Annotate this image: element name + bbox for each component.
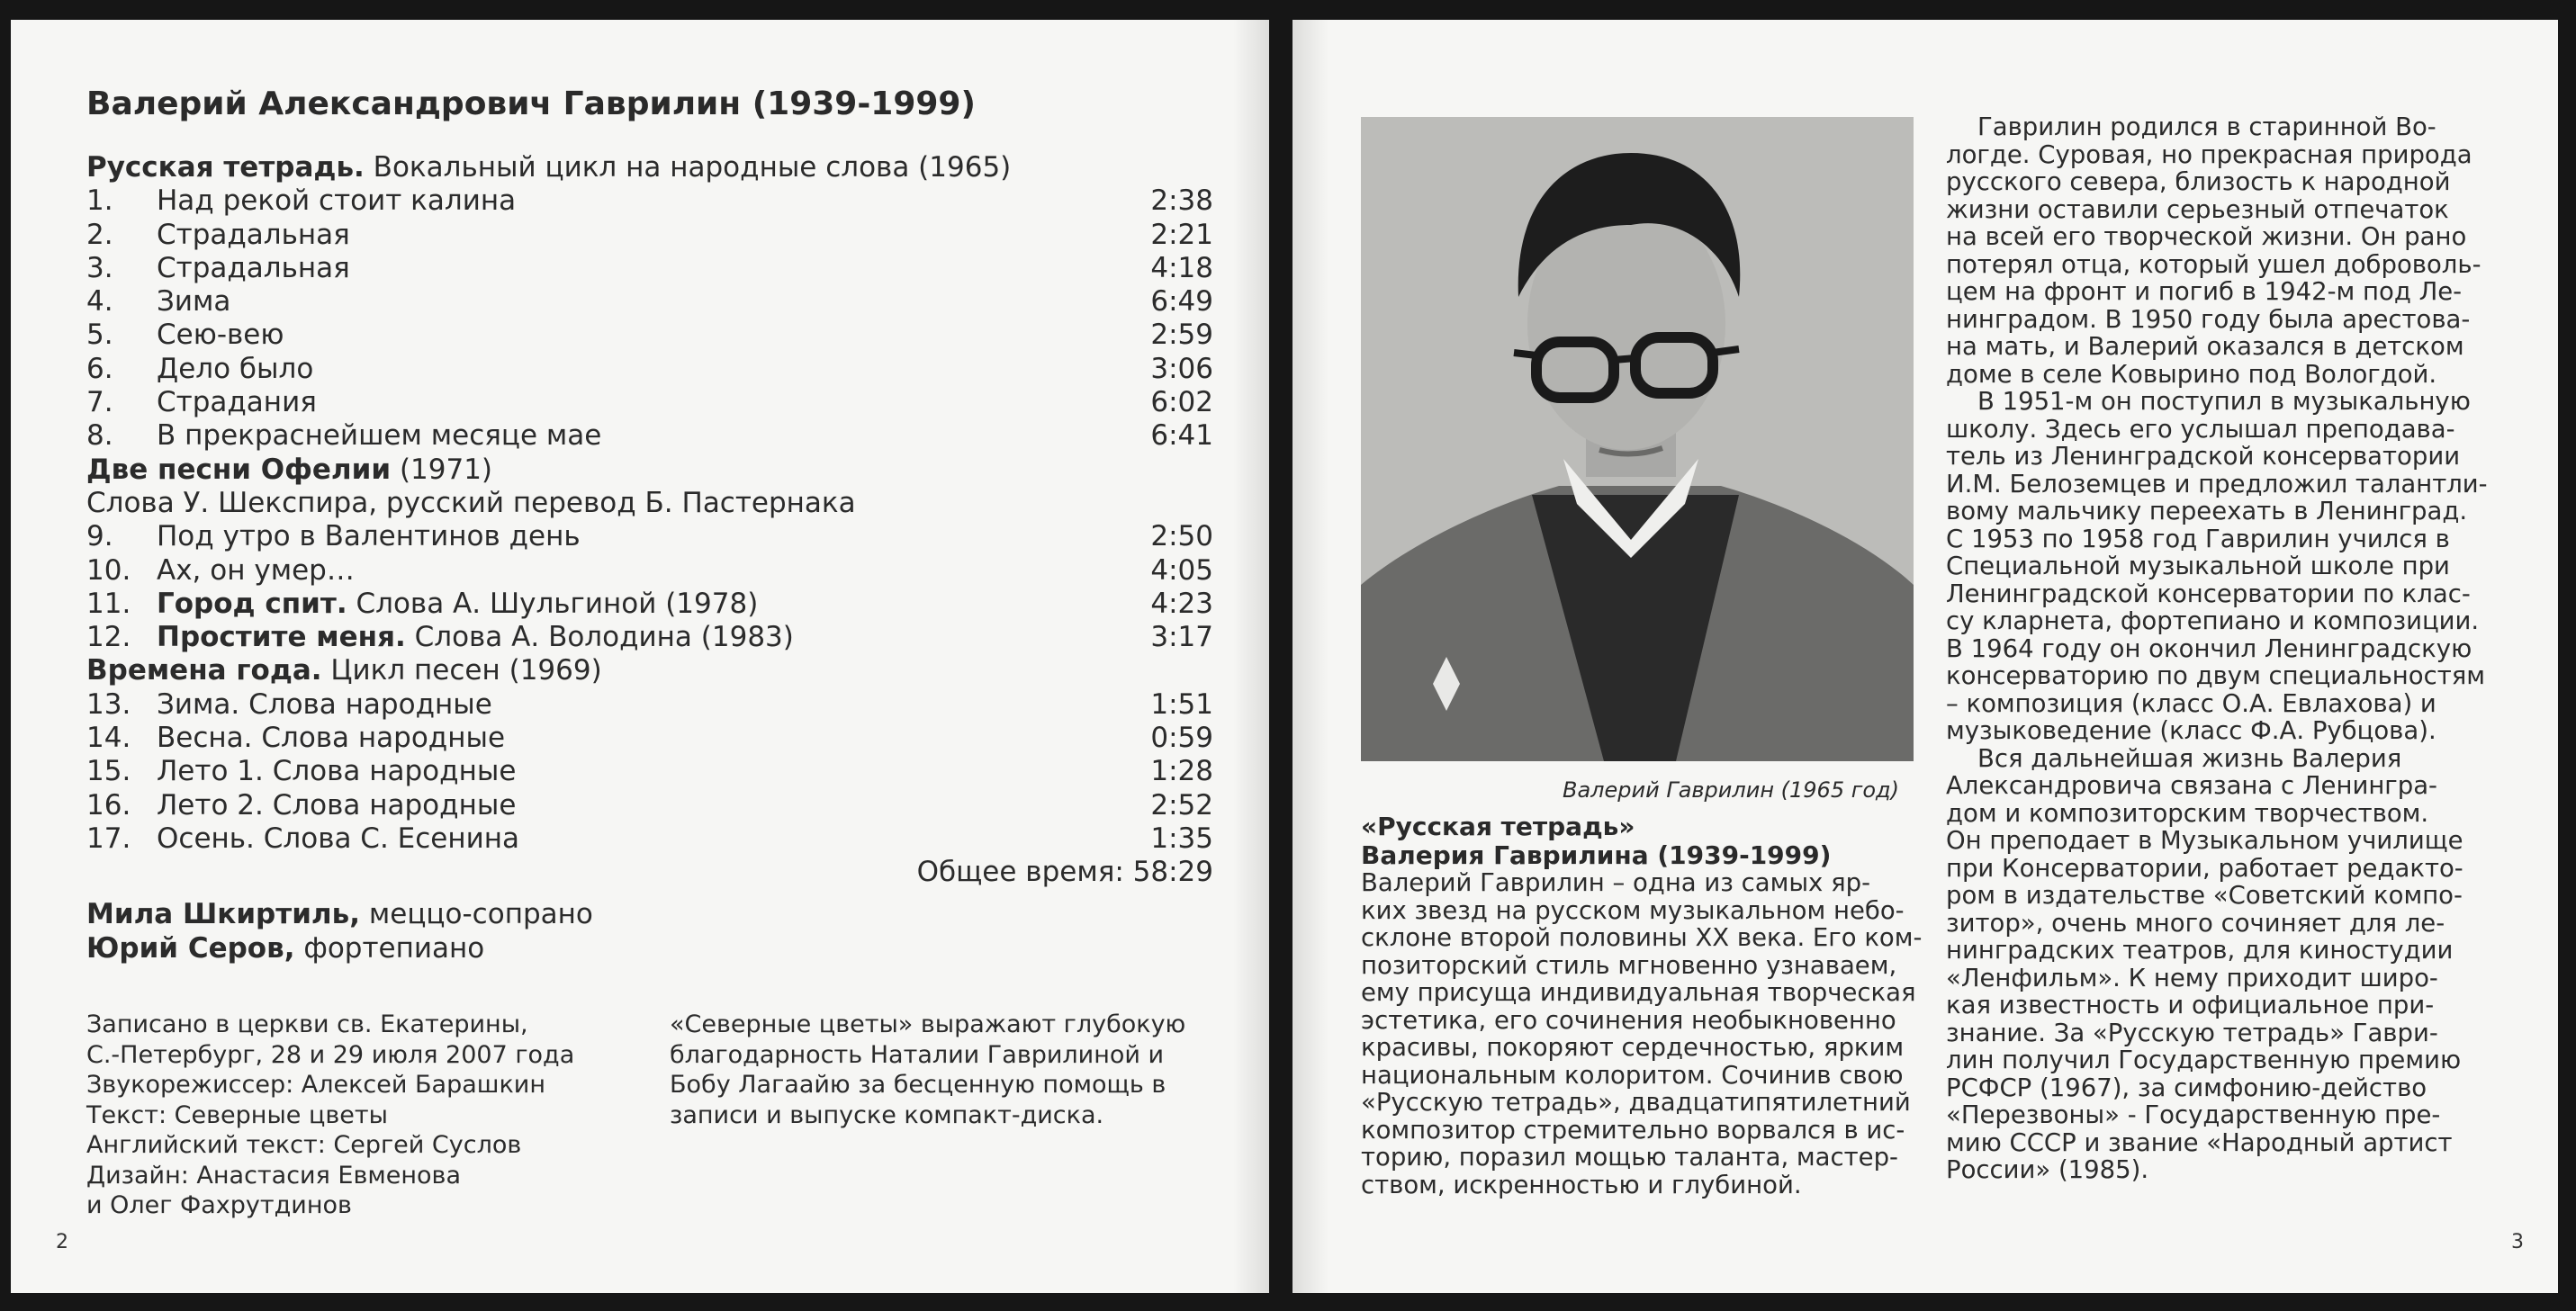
track-title-text: Страдальная: [157, 218, 350, 251]
track-row: [86, 554, 1213, 588]
article-line: Специальной музыкальной школе при: [1946, 552, 2450, 580]
track-title-text: Ах, он умер…: [157, 553, 355, 587]
track-duration: 2:59: [1150, 319, 1213, 352]
credit-line: С.-Петербург, 28 и 29 июля 2007 года: [86, 1040, 575, 1069]
article-line: «Перезвоны» - Государственную пре-: [1946, 1100, 2441, 1129]
article-line: России» (1985).: [1946, 1155, 2149, 1184]
track-duration: 4:23: [1150, 587, 1213, 620]
work-heading-row: [86, 151, 1213, 184]
track-title: [157, 722, 505, 755]
article-title-line-2: Валерия Гаврилина (1939-1999): [1361, 840, 1832, 870]
track-row: [86, 353, 1213, 386]
article-line: Гаврилин родился в старинной Во-: [1946, 112, 2436, 141]
recording-credits: [86, 1010, 574, 1221]
article-line: ему присуща индивидуальная творческая: [1361, 978, 1916, 1007]
credit-line: Английский текст: Сергей Суслов: [86, 1131, 522, 1159]
article-line: доме в селе Ковырино под Вологдой.: [1946, 359, 2437, 389]
track-number: 10.: [86, 553, 131, 587]
track-title: [157, 386, 317, 419]
track-row: [86, 755, 1213, 788]
photo-caption: Валерий Гаврилин (1965 год): [1563, 777, 1899, 803]
work-title: Русская тетрадь.: [86, 151, 365, 184]
track-title-text: Лето 1. Слова народные: [157, 755, 517, 788]
article-line: И.М. Белоземцев и предложил талантли-: [1946, 469, 2488, 498]
work-heading-row: [86, 487, 1213, 520]
track-title: [157, 184, 516, 218]
track-row: [86, 520, 1213, 553]
article-line: позиторский стиль мгновенно узнаваем,: [1361, 950, 1897, 980]
article-line: дом и композиторским творчеством.: [1946, 798, 2429, 828]
article-line: «Ленфильм». К нему приходит широ-: [1946, 963, 2438, 992]
track-duration: 3:06: [1150, 352, 1213, 385]
credit-line: и Олег Фахрутдинов: [86, 1191, 352, 1219]
track-title-text: Осень. Слова С. Есенина: [157, 822, 520, 855]
work-heading-row: [86, 453, 1213, 487]
article-column-right: [1946, 113, 2502, 1184]
article-line: Александровича связана с Ленингра-: [1946, 771, 2437, 800]
track-row: [86, 386, 1213, 419]
performer-line: [86, 931, 593, 965]
tracklist: [86, 151, 1213, 856]
track-title: [157, 822, 519, 856]
track-duration: 3:17: [1150, 621, 1213, 654]
track-title: [157, 588, 758, 621]
article-line: РСФСР (1967), за симфонию-действо: [1946, 1073, 2427, 1102]
track-title-bold: Простите меня.: [157, 621, 406, 654]
track-title: [157, 688, 492, 722]
article-line: мию СССР и звание «Народный артист: [1946, 1127, 2453, 1157]
track-number: 11.: [86, 587, 131, 620]
track-row: [86, 688, 1213, 722]
track-title-bold: Город спит.: [157, 587, 347, 620]
article-line: вому мальчику переехать в Ленинград.: [1946, 497, 2468, 525]
track-title-text: Дело было: [157, 352, 314, 385]
track-title-text: Слова А. Шульгиной (1978): [347, 587, 759, 620]
article-line: зитор», очень много сочиняет для ле-: [1946, 908, 2445, 938]
track-title-text: Страдания: [157, 386, 317, 419]
article-line: – композиция (класс О.А. Евлахова) и: [1946, 688, 2436, 718]
page-number-left: 2: [56, 1231, 68, 1253]
article-line: Он преподает в Музыкальном училище: [1946, 826, 2463, 855]
article-line: торию, поразил мощью таланта, мастер-: [1361, 1143, 1898, 1172]
portrait-illustration: [1361, 117, 1914, 761]
track-duration: 6:02: [1150, 386, 1213, 419]
article-line: «Русскую тетрадь», двадцатипятилетний: [1361, 1088, 1911, 1117]
work-subtitle: (1971): [391, 453, 493, 486]
article-line: Валерий Гаврилин – одна из самых яр-: [1361, 868, 1870, 897]
article-line: тель из Ленинградской консерватории: [1946, 442, 2461, 471]
track-title: [157, 789, 516, 822]
work-subtitle: Вокальный цикл на народные слова (1965): [364, 151, 1012, 184]
track-title-text: Сею-вею: [157, 319, 284, 352]
track-duration: 4:05: [1150, 553, 1213, 587]
article-line: су кларнета, фортепиано и композиции.: [1946, 606, 2480, 635]
acknowledgement-line: записи и выпуске компакт-диска.: [670, 1100, 1104, 1129]
performers: [86, 897, 593, 965]
article-line: лин получил Государственную премию: [1946, 1046, 2462, 1074]
track-title: [157, 285, 230, 319]
article-line: нинградских театров, для киностудии: [1946, 936, 2454, 965]
track-title-text: Зима: [157, 285, 231, 319]
track-title-text: Страдальная: [157, 251, 350, 284]
track-number: 2.: [86, 218, 113, 251]
work-subtitle: Слова У. Шекспира, русский перевод Б. Пастернака: [86, 486, 856, 519]
credit-line: Текст: Северные цветы: [86, 1100, 388, 1129]
acknowledgement-line: Бобу Лагаайю за бесценную помощь в: [670, 1071, 1166, 1099]
track-title: [157, 755, 516, 788]
article-line: музыковедение (класс Ф.А. Рубцова).: [1946, 716, 2436, 745]
track-title: [157, 621, 794, 654]
credit-line: Дизайн: Анастасия Евменова: [86, 1161, 462, 1190]
track-number: 3.: [86, 251, 113, 284]
page-number-right: 3: [2511, 1231, 2524, 1253]
track-row: [86, 419, 1213, 453]
article-line: на всей его творческой жизни. Он рано: [1946, 222, 2467, 251]
portrait-photo: [1361, 117, 1914, 761]
article-line: знание. За «Русскую тетрадь» Гаври-: [1946, 1018, 2438, 1047]
article-line: ством, искренностью и глубиной.: [1361, 1170, 1802, 1199]
track-number: 14.: [86, 722, 131, 755]
total-time: Общее время: 58:29: [916, 856, 1213, 889]
track-duration: 1:35: [1150, 822, 1213, 855]
acknowledgement-line: благодарность Наталии Гаврилиной и: [670, 1040, 1165, 1069]
track-row: [86, 319, 1213, 352]
article-line: В 1951-м он поступил в музыкальную: [1946, 387, 2471, 416]
article-line: ром в издательстве «Советский компо-: [1946, 881, 2463, 910]
article-line: Ленинградской консерватории по клас-: [1946, 579, 2471, 608]
track-row: [86, 722, 1213, 755]
track-duration: 2:52: [1150, 788, 1213, 822]
work-heading-row: [86, 654, 1213, 687]
track-title-text: Весна. Слова народные: [157, 722, 506, 755]
acknowledgement-line: «Северные цветы» выражают глубокую: [670, 1010, 1186, 1038]
track-title: [157, 319, 284, 352]
article-line: русского севера, близость к народной: [1946, 167, 2451, 196]
track-number: 4.: [86, 285, 113, 319]
work-title: Две песни Офелии: [86, 453, 392, 486]
track-duration: 4:18: [1150, 251, 1213, 284]
article-line: кая известность и официальное при-: [1946, 991, 2435, 1019]
article-column-left: [1361, 868, 1923, 1199]
credit-line: Записано в церкви св. Екатерины,: [86, 1010, 528, 1038]
track-title-text: Лето 2. Слова народные: [157, 788, 517, 822]
track-row: [86, 219, 1213, 252]
article-line: склоне второй половины XX века. Его ком-: [1361, 923, 1923, 952]
track-row: [86, 285, 1213, 319]
acknowledgement-text: [670, 1010, 1185, 1130]
article-line: С 1953 по 1958 год Гаврилин учился в: [1946, 524, 2450, 553]
track-duration: 1:28: [1150, 755, 1213, 788]
track-number: 13.: [86, 687, 131, 721]
track-title: [157, 554, 355, 588]
track-number: 8.: [86, 419, 113, 453]
track-row: [86, 252, 1213, 285]
gutter-shadow: [1233, 20, 1269, 1293]
gutter-shadow: [1293, 20, 1329, 1293]
article-line: школу. Здесь его услышал преподава-: [1946, 414, 2455, 444]
article-line: потерял отца, который ушел доброволь-: [1946, 249, 2481, 279]
performer-name: Юрий Серов,: [86, 932, 295, 965]
track-row: [86, 621, 1213, 654]
article-line: красивы, покоряют сердечностью, ярким: [1361, 1033, 1905, 1062]
work-title: Времена года.: [86, 654, 322, 687]
track-number: 15.: [86, 755, 131, 788]
work-subtitle: Цикл песен (1969): [321, 654, 602, 687]
track-number: 9.: [86, 520, 113, 553]
track-title: [157, 353, 313, 386]
track-duration: 6:41: [1150, 419, 1213, 453]
track-title: [157, 419, 601, 453]
performer-name: Мила Шкиртиль,: [86, 898, 361, 930]
track-row: [86, 789, 1213, 822]
track-duration: 1:51: [1150, 687, 1213, 721]
track-number: 17.: [86, 822, 131, 855]
track-number: 5.: [86, 319, 113, 352]
article-line: при Консерватории, работает редакто-: [1946, 853, 2463, 883]
track-title-text: Слова А. Володина (1983): [405, 621, 794, 654]
article-line: национальным колоритом. Сочинив свою: [1361, 1060, 1904, 1090]
performer-role: фортепиано: [294, 932, 485, 965]
article-line: ких звезд на русском музыкальном небо-: [1361, 895, 1905, 925]
composer-heading: Валерий Александрович Гаврилин (1939-1999): [86, 85, 976, 122]
article-line: композитор стремительно ворвался в ис-: [1361, 1115, 1905, 1145]
article-line: логде. Суровая, но прекрасная природа: [1946, 139, 2472, 169]
track-title: [157, 520, 581, 553]
track-title-text: Над рекой стоит калина: [157, 184, 517, 218]
track-duration: 2:50: [1150, 520, 1213, 553]
track-duration: 0:59: [1150, 722, 1213, 755]
article-line: на мать, и Валерий оказался в детском: [1946, 332, 2464, 361]
credit-line: Звукорежиссер: Алексей Барашкин: [86, 1071, 545, 1099]
article-title: [1361, 813, 1831, 870]
track-title-text: Под утро в Валентинов день: [157, 520, 581, 553]
article-line: цем на фронт и погиб в 1942-м под Ле-: [1946, 277, 2463, 306]
track-row: [86, 184, 1213, 218]
track-row: [86, 588, 1213, 621]
track-duration: 2:21: [1150, 218, 1213, 251]
track-number: 7.: [86, 386, 113, 419]
article-line: эстетика, его сочинения необыкновенно: [1361, 1005, 1896, 1035]
article-line: нинградом. В 1950 году была арестова-: [1946, 304, 2471, 334]
track-number: 1.: [86, 184, 113, 218]
track-number: 6.: [86, 352, 113, 385]
track-number: 16.: [86, 788, 131, 822]
track-number: 12.: [86, 621, 131, 654]
track-title: [157, 252, 350, 285]
article-line: консерваторию по двум специальностям: [1946, 661, 2486, 690]
track-title: [157, 219, 350, 252]
performer-role: меццо-сопрано: [360, 898, 593, 930]
track-duration: 2:38: [1150, 184, 1213, 218]
article-title-line-1: «Русская тетрадь»: [1361, 812, 1635, 841]
article-line: В 1964 году он окончил Ленинградскую: [1946, 633, 2472, 663]
article-line: жизни оставили серьезный отпечаток: [1946, 194, 2449, 224]
track-duration: 6:49: [1150, 285, 1213, 319]
track-row: [86, 822, 1213, 856]
track-title-text: В прекраснейшем месяце мае: [157, 419, 602, 453]
track-title-text: Зима. Слова народные: [157, 687, 492, 721]
performer-line: [86, 897, 593, 931]
article-line: Вся дальнейшая жизнь Валерия: [1946, 743, 2402, 773]
